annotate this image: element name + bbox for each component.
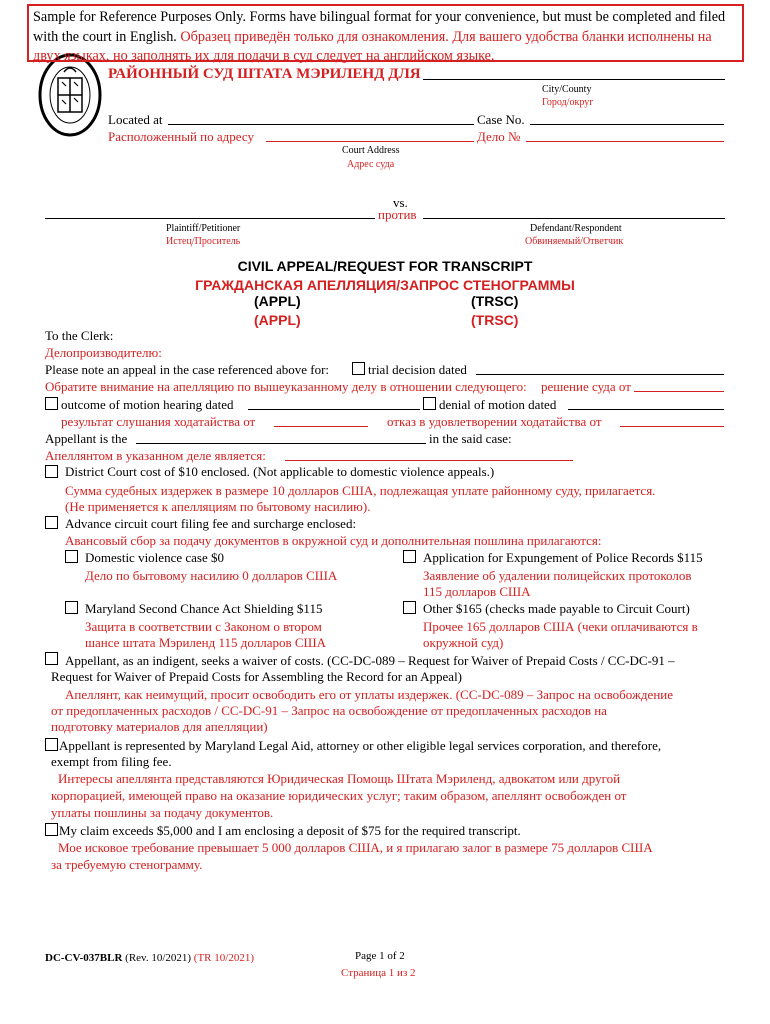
second-chance-label-ru1: Защита в соответствии с Законом о втором	[85, 619, 322, 634]
claim-deposit-checkbox[interactable]	[45, 823, 58, 836]
motion-hearing-label: outcome of motion hearing dated	[61, 397, 234, 412]
claim-deposit-label-ru1: Мое исковое требование превышает 5 000 долларов США, и я прилагаю залог в размере 75 долларов США	[58, 840, 653, 855]
appeal-note-ru: Обратите внимание на апелляцию по вышеуказанному делу в отношении следующего:	[45, 379, 527, 394]
defendant-label-ru: Обвиняемый/Ответчик	[525, 236, 624, 247]
trial-decision-checkbox[interactable]	[352, 362, 365, 375]
legal-aid-label2: exempt from filing fee.	[51, 754, 172, 769]
sample-banner	[27, 4, 744, 62]
case-no-label-ru: Дело №	[477, 129, 521, 144]
located-field[interactable]	[168, 124, 474, 125]
other-fee-label: Other $165 (checks made payable to Circuit Court)	[423, 601, 690, 616]
form-title: CIVIL APPEAL/REQUEST FOR TRANSCRIPT	[237, 258, 533, 274]
form-number: DC-CV-037BLR	[45, 952, 123, 964]
trsc-code: (TRSC)	[471, 293, 519, 309]
other-fee-label-ru1: Прочее 165 долларов США (чеки оплачиваются в	[423, 619, 698, 634]
form-translation-revision: (TR 10/2021)	[193, 952, 254, 964]
city-county-field[interactable]	[423, 79, 725, 80]
motion-hearing-label-ru: результат слушания ходатайства от	[61, 414, 256, 429]
plaintiff-field[interactable]	[45, 218, 375, 219]
second-chance-label: Maryland Second Chance Act Shielding $115	[85, 601, 323, 616]
defendant-field[interactable]	[423, 218, 725, 219]
city-county-label: City/County	[542, 84, 592, 95]
domestic-violence-checkbox[interactable]	[65, 550, 78, 563]
claim-deposit-label-ru2: за требуемую стенограмму.	[51, 857, 203, 872]
district-cost-label-ru2: (Не применяется к апелляциям по бытовому насилию).	[65, 499, 371, 514]
located-line-ru	[266, 141, 474, 142]
case-no-field[interactable]	[530, 124, 724, 125]
indigent-waiver-label2: Request for Waiver of Prepaid Costs for Assembling the Record for an Appeal)	[51, 669, 463, 684]
form-revision: (Rev. 10/2021)	[125, 952, 192, 964]
trial-decision-label: trial decision dated	[368, 362, 467, 377]
plaintiff-label: Plaintiff/Petitioner	[166, 223, 241, 234]
advance-fee-label: Advance circuit court filing fee and surcharge enclosed:	[65, 516, 357, 531]
expungement-checkbox[interactable]	[403, 550, 416, 563]
appellant-label-ru: Апеллянтом в указанном деле является:	[45, 448, 266, 463]
appl-code-ru: (APPL)	[254, 312, 301, 328]
legal-aid-label-ru1: Интересы апеллянта представляются Юридическая Помощь Штата Мэриленд, адвокатом или другой	[58, 771, 621, 786]
domestic-violence-label-ru: Дело по бытовому насилию 0 долларов США	[85, 568, 338, 583]
appellant-line-ru	[285, 460, 573, 461]
form-title-ru: ГРАЖДАНСКАЯ АПЕЛЛЯЦИЯ/ЗАПРОС СТЕНОГРАММЫ	[195, 277, 575, 293]
trial-decision-label-ru: решение суда от	[541, 379, 631, 394]
plaintiff-label-ru: Истец/Проситель	[166, 236, 241, 247]
motion-hearing-date-field[interactable]	[248, 409, 420, 410]
other-fee-label-ru2: окружной суд)	[423, 635, 504, 650]
motion-hearing-checkbox[interactable]	[45, 397, 58, 410]
court-address-label-ru: Адрес суда	[347, 159, 395, 170]
other-fee-checkbox[interactable]	[403, 601, 416, 614]
page-number-ru: Страница 1 из 2	[341, 967, 416, 979]
page-number: Page 1 of 2	[355, 950, 405, 962]
indigent-waiver-label-ru3: подготовку материалов для апелляции)	[51, 719, 268, 734]
banner-english: Sample for Reference Purposes Only. Forms have bilingual format for your convenience, but must be completed and filed with the court in English.	[33, 9, 726, 45]
legal-aid-label-ru2: корпорацией, имеющей право на оказание юридических услуг; таким образом, апеллянт освобожден от	[51, 788, 627, 803]
expungement-label: Application for Expungement of Police Records $115	[423, 550, 703, 565]
court-name-ru: РАЙОННЫЙ СУД ШТАТА МЭРИЛЕНД ДЛЯ	[108, 66, 421, 82]
appellant-field[interactable]	[136, 443, 426, 444]
to-clerk-ru: Делопроизводителю:	[45, 345, 162, 360]
expungement-label-ru1: Заявление об удалении полицейских протоколов	[423, 568, 692, 583]
district-cost-checkbox[interactable]	[45, 465, 58, 478]
court-address-label: Court Address	[342, 145, 400, 156]
indigent-waiver-label-ru1: Апеллянт, как неимущий, просит освободить его от уплаты издержек. (CC-DC-089 – Запрос на освобождение	[65, 687, 674, 702]
denial-motion-date-field[interactable]	[568, 409, 724, 410]
district-cost-label-ru1: Сумма судебных издержек в размере 10 долларов США, подлежащая уплате районному суду, прилагается.	[65, 483, 656, 498]
trial-decision-date-field[interactable]	[476, 374, 724, 375]
trsc-code-ru: (TRSC)	[471, 312, 519, 328]
advance-fee-label-ru: Авансовый сбор за подачу документов в окружной суд и дополнительная пошлина прилагаются:	[65, 533, 602, 548]
defendant-label: Defendant/Respondent	[530, 223, 622, 234]
vs-label-ru: против	[378, 207, 417, 222]
vs-label: vs.	[393, 195, 408, 210]
located-label-ru: Расположенный по адресу	[108, 129, 254, 144]
denial-motion-label-ru: отказ в удовлетворении ходатайства от	[387, 414, 602, 429]
denial-motion-line-ru	[620, 426, 724, 427]
district-cost-label: District Court cost of $10 enclosed. (Not applicable to domestic violence appeals.)	[65, 464, 495, 479]
banner-russian: Образец приведён только для ознакомления. Для вашего удобства бланки исполнены на двух языках, но заполнять их для подачи в суд следует на английском языке.	[33, 28, 712, 64]
expungement-label-ru2: 115 долларов США	[423, 584, 531, 599]
to-clerk: To the Clerk:	[45, 328, 114, 343]
denial-motion-checkbox[interactable]	[423, 397, 436, 410]
form-number-line	[45, 953, 254, 964]
indigent-waiver-label-ru2: от предоплаченных расходов / CC-DC-91 – Запрос на освобождение от предоплаченных расходов на	[51, 703, 607, 718]
appellant-tail: in the said case:	[429, 431, 512, 446]
indigent-waiver-label1: Appellant, as an indigent, seeks a waiver of costs. (CC-DC-089 – Request for Waiver of Prepaid Costs / CC-DC-91 –	[65, 653, 675, 668]
case-no-label: Case No.	[477, 112, 525, 127]
trial-decision-line-ru	[634, 391, 724, 392]
legal-aid-label-ru3: уплаты пошлины за подачу документов.	[51, 805, 274, 820]
appl-code: (APPL)	[254, 293, 301, 309]
indigent-waiver-checkbox[interactable]	[45, 652, 58, 665]
second-chance-label-ru2: шансе штата Мэриленд 115 долларов США	[85, 635, 327, 650]
domestic-violence-label: Domestic violence case $0	[85, 550, 224, 565]
motion-hearing-line-ru	[274, 426, 368, 427]
claim-deposit-label: My claim exceeds $5,000 and I am enclosing a deposit of $75 for the required transcript.	[59, 823, 521, 838]
appeal-note: Please note an appeal in the case referenced above for:	[45, 362, 330, 377]
legal-aid-label1: Appellant is represented by Maryland Legal Aid, attorney or other eligible legal services corporation, and therefore,	[59, 738, 662, 753]
appellant-label: Appellant is the	[45, 431, 128, 446]
second-chance-checkbox[interactable]	[65, 601, 78, 614]
city-county-label-ru: Город/округ	[542, 97, 594, 108]
denial-motion-label: denial of motion dated	[439, 397, 557, 412]
advance-fee-checkbox[interactable]	[45, 516, 58, 529]
legal-aid-checkbox[interactable]	[45, 738, 58, 751]
case-no-line-ru	[526, 141, 724, 142]
located-label: Located at	[108, 112, 163, 127]
